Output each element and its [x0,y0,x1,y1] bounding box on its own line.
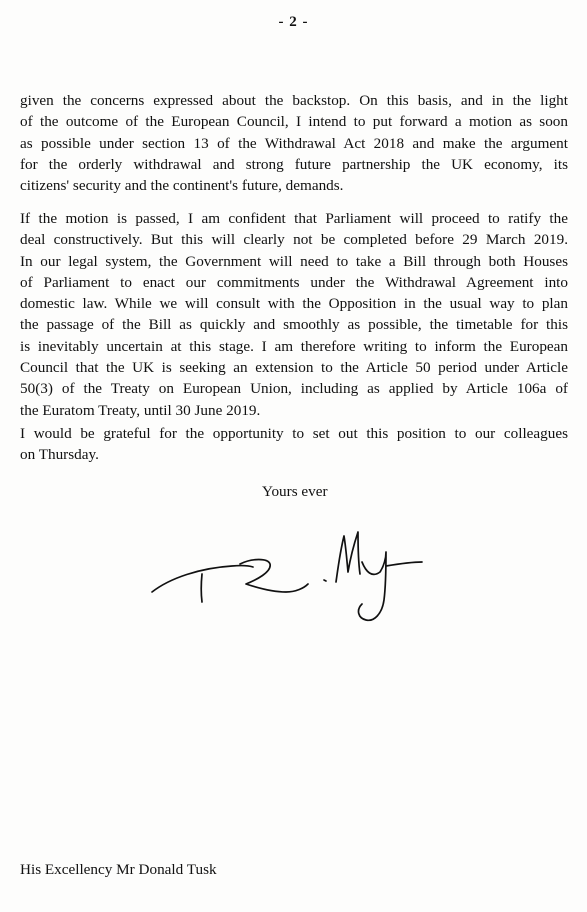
text-line: citizens' security and the continent's future, demands. [20,177,344,195]
text-line: is inevitably uncertain at this stage. I am therefore writing to inform the European [20,337,568,355]
signature-stroke [359,552,386,620]
signature-stroke [152,566,253,592]
text-line: In our legal system, the Government will need to take a Bill through both Houses [20,252,568,270]
paragraph-backstop [20,90,568,196]
closing-salutation: Yours ever [262,483,328,500]
text-line: I would be grateful for the opportunity to set out this position to our colleagues [20,425,568,442]
paragraph-extension-request [20,208,568,421]
signature-stroke [386,562,422,566]
text-line: as possible under section 13 of the Withdrawal Act 2018 and make the argument [20,134,568,152]
text-line: on Thursday. [20,446,99,464]
text-line: given the concerns expressed about the backstop. On this basis, and in the light [20,92,568,109]
text-line: the Euratom Treaty, until 30 June 2019. [20,401,261,419]
handwritten-signature [140,522,440,632]
addressee: His Excellency Mr Donald Tusk [20,861,217,878]
text-line: 50(3) of the Treaty on European Union, including as applied by Article 106a of [20,380,568,398]
text-line: for the orderly withdrawal and strong future partnership the UK economy, its [20,155,568,173]
text-line: deal constructively. But this will clearly not be completed before 29 March 2019. [20,231,568,249]
signature-stroke [201,574,202,602]
text-line: the passage of the Bill as quickly and smoothly as possible, the timetable for this [20,316,568,334]
text-line: domestic law. While we will consult with the Opposition in the usual way to plan [20,295,568,313]
signature-stroke [324,580,326,581]
text-line: of the outcome of the European Council, I intend to put forward a motion as soon [20,113,568,131]
text-line: Council that the UK is seeking an extension to the Article 50 period under Article [20,359,568,377]
signature-stroke [336,532,360,582]
text-line: of Parliament to enact our commitments under the Withdrawal Agreement into [20,273,568,291]
paragraph-colleagues [20,423,568,466]
signature-stroke [240,560,308,593]
text-line: If the motion is passed, I am confident that Parliament will proceed to ratify the [20,210,568,227]
page-number: - 2 - [278,14,309,30]
